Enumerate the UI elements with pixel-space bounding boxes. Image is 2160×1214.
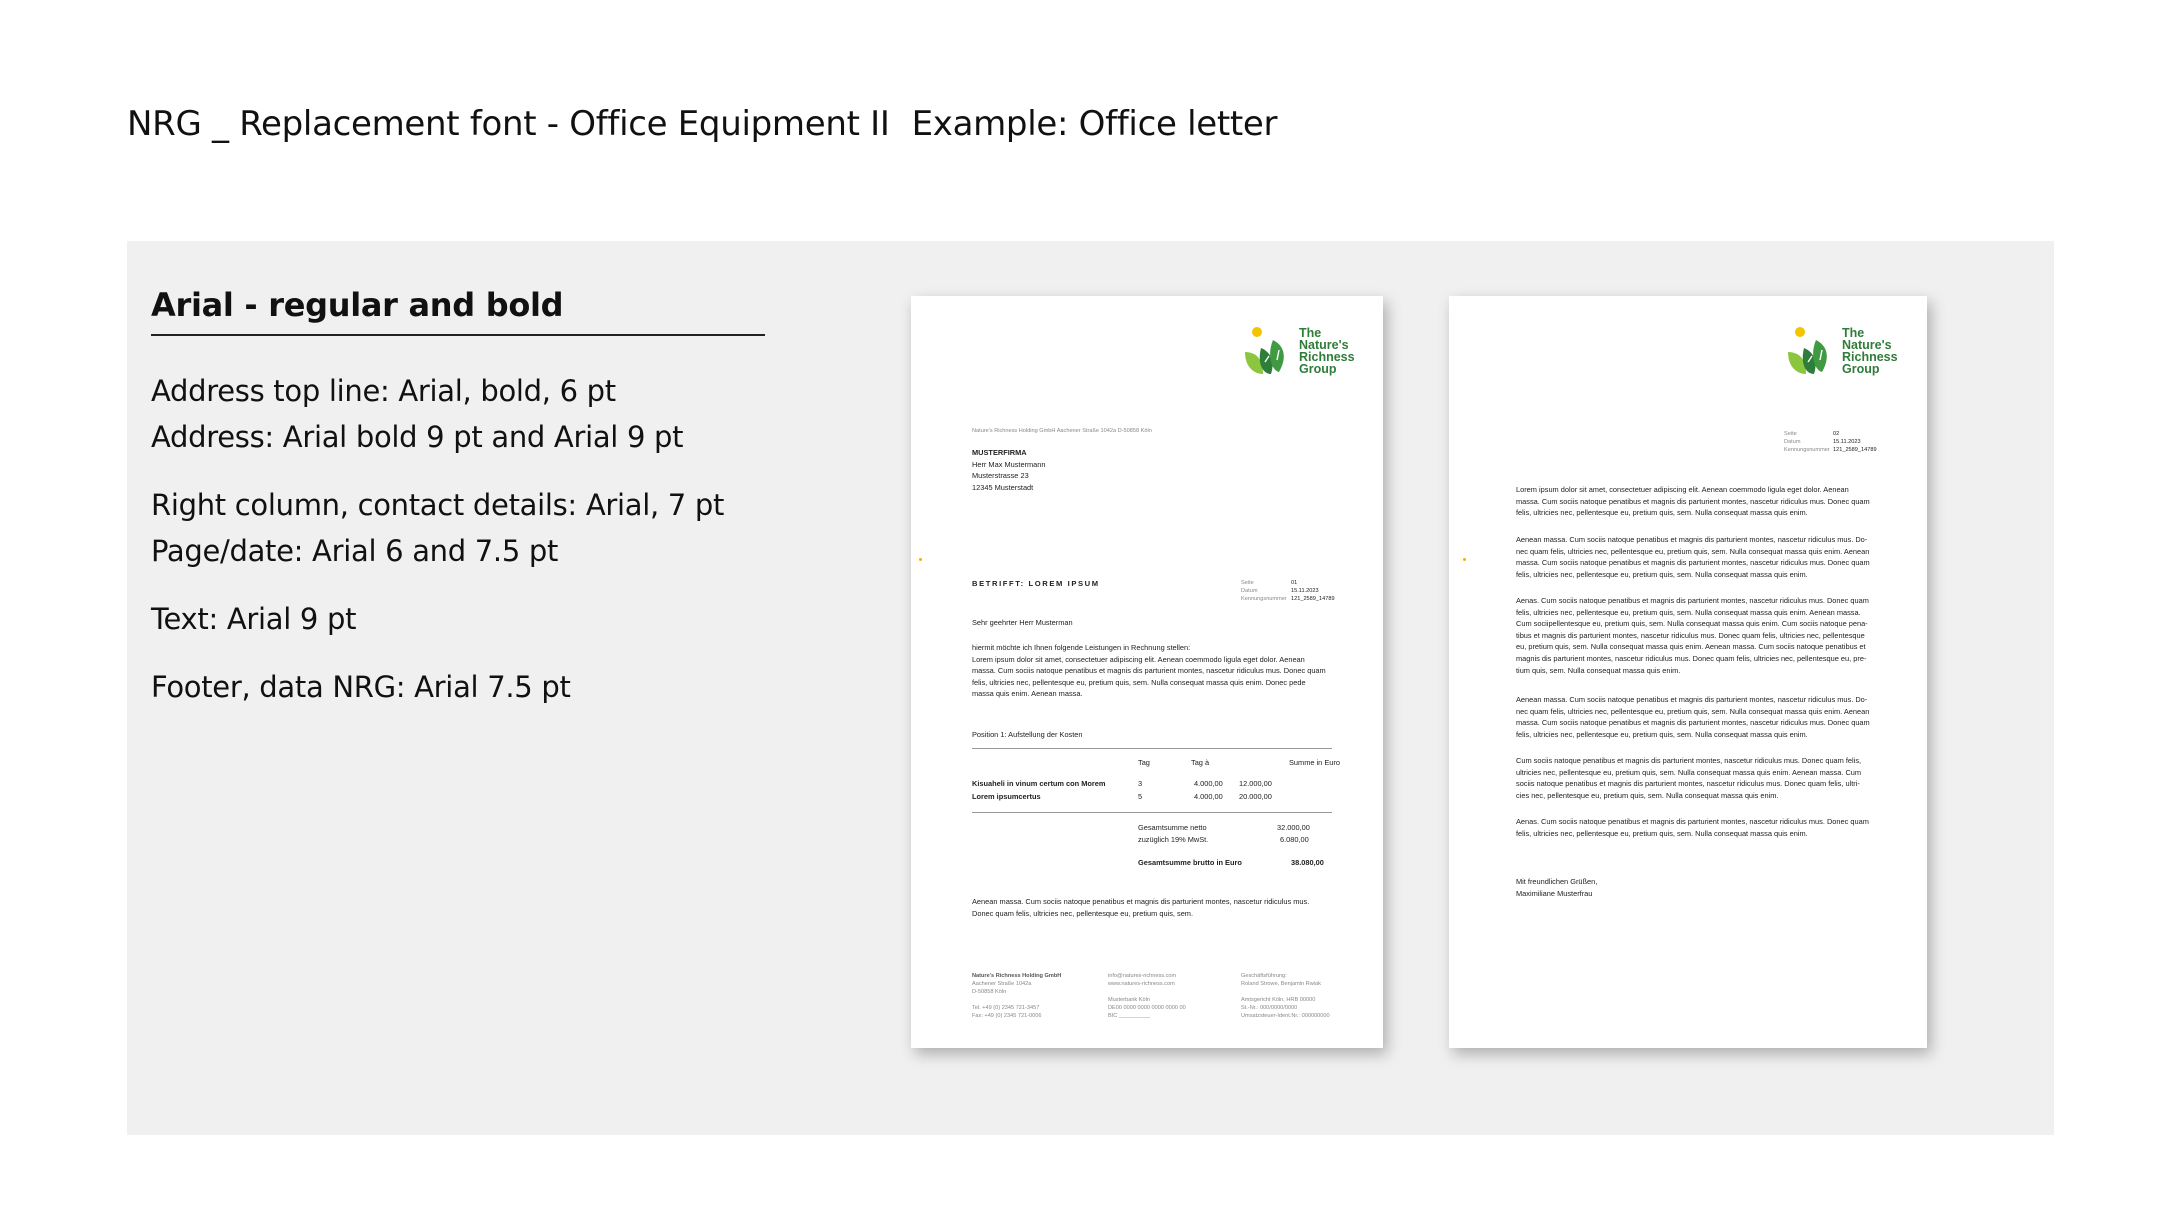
body-paragraph: Cum sociis natoque penatibus et magnis dis parturient montes, nascetur ridiculus mus. Donec quam felis, ultricies nec, pellentesque eu, pretium quis, sem. Nulla consequat massa quis enim. Aenean massa. Cum sociis natoque penatibus et magnis dis parturient montes, nascetur ridiculus mus. Donec quam felis, ultri- cies nec, pellentesque eu, pretium quis, sem. Nulla consequat massa quis enim. [1516, 756, 1862, 800]
fold-mark [1463, 558, 1466, 561]
subject-line: BETRIFFT: LOREM IPSUM [972, 579, 1100, 588]
recipient-address: MUSTERFIRMA Herr Max Mustermann Musterstrasse 23 12345 Musterstadt [972, 448, 1046, 492]
meta-labels: Seite Datum Kennungsnummer [1784, 431, 1830, 453]
gross-total-row: Gesamtsumme brutto in Euro 38.080,00 [1138, 858, 1324, 867]
meta-labels: Seite Datum Kennungsnummer [1241, 580, 1287, 602]
body-paragraph: Aenas. Cum sociis natoque penatibus et magnis dis parturient montes, nascetur ridiculus mus. Donec quam felis, ultricies nec, pellentesque eu, pretium quis, sem. Nulla consequat massa quis enim. [1516, 817, 1869, 838]
leaf-logo-icon [1784, 324, 1840, 380]
body-paragraph: Aenean massa. Cum sociis natoque penatibus et magnis dis parturient montes, nascetur ridiculus mus. Do- nec quam felis, ultricies nec, pellentesque eu, pretium quis, sem. Nulla consequat massa quis enim. Aenean massa. Cum sociis natoque penatibus et magnis dis parturient montes, nascetur ridiculus mus. Donec quam felis, ultricies nec, pellentesque eu, pretium quis, sem. Nulla consequat massa quis enim. [1516, 695, 1870, 739]
totals-row: zuzüglich 19% MwSt. 6.080,00 [1138, 835, 1309, 844]
footer-legal: Geschäftsführung: Roland Strowe, Benjamin Rwiak Amtsgericht Köln, HRB 00000 St.-Nr.: 000/0000/0000 Umsatzsteuer-Ident.Nr.: 000000000 [1241, 973, 1330, 1019]
divider [972, 812, 1332, 813]
intro-text: hiermit möchte ich Ihnen folgende Leistungen in Rechnung stellen: Lorem ipsum dolor sit amet, consectetuer adipiscing elit. Aenean coemmodo ligula eget dolor. Aenean massa. Cum sociis natoque penatibus et magnis dis parturient montes, nascetur ridiculus mus. Donec quam felis, ultricies nec, pellentesque eu, pretium quis, sem. Nulla consequat massa quis enim. Donec pede massa quis enim. Aenean massa. [972, 643, 1326, 699]
spec-group-address [151, 368, 791, 460]
salutation: Sehr geehrter Herr Musterman [972, 618, 1073, 627]
page-title [127, 104, 1277, 144]
divider [972, 748, 1332, 749]
letter-page-2 [1449, 296, 1927, 1048]
letter-page-1 [911, 296, 1383, 1048]
spec-heading: Arial - regular and bold [151, 286, 765, 336]
table-header: Tag Tag à Summe in Euro [1138, 758, 1340, 767]
table-row: Lorem ipsumcertus 5 4.000,00 20.000,00 [972, 792, 1272, 801]
position-title: Position 1: Aufstellung der Kosten [972, 730, 1083, 739]
spec-line: Address: Arial bold 9 pt and Arial 9 pt [151, 420, 684, 454]
company-logo [1241, 324, 1353, 380]
title-example: Example: Office letter [911, 104, 1278, 144]
spec-line: Address top line: Arial, bold, 6 pt [151, 374, 616, 408]
table-row: Kisuaheli in vinum certum con Morem 3 4.000,00 12.000,00 [972, 779, 1272, 788]
meta-values: 01 15.11.2023 121_2589_14789 [1291, 580, 1335, 602]
spec-line: Footer, data NRG: Arial 7.5 pt [151, 670, 571, 704]
closing-text: Aenean massa. Cum sociis natoque penatibus et magnis dis parturient montes, nascetur ridiculus mus. Donec quam felis, ultricies nec, pellentesque eu, pretium quis, sem. [972, 897, 1310, 918]
content-panel [127, 241, 2054, 1135]
logo-wordmark: The Nature's Richness Group [1299, 326, 1355, 376]
leaf-logo-icon [1241, 324, 1297, 380]
signature-block: Mit freundlichen Grüßen, Maximiliane Musterfrau [1516, 877, 1598, 898]
body-paragraph: Aenas. Cum sociis natoque penatibus et magnis dis parturient montes, nascetur ridiculus mus. Donec quam felis, ultricies nec, pellentesque eu, pretium quis, sem. Nulla consequat massa quis enim. Aenean massa. Cum sociipellentesque eu, pretium quis, sem. Nulla consequat massa quis enim. Cum sociis natoque pena- tibus et magnis dis parturient montes, nascetur ridiculus mus. Donec quam felis, ultricies nec, pellentesque eu, pretium quis, sem. Nulla consequat massa quis enim. Aenean massa. Cum sociis natoque penatibus et magnis dis parturient montes, nascetur ridiculus mus. Donec quam felis, ultricies nec, pellentesque eu, pre- tium quis, sem. Nulla consequat massa quis enim. [1516, 596, 1869, 675]
fold-mark [919, 558, 922, 561]
body-paragraph: Aenean massa. Cum sociis natoque penatibus et magnis dis parturient montes, nascetur ridiculus mus. Do- nec quam felis, ultricies nec, pellentesque eu, pretium quis, sem. Nulla consequat massa quis enim. Aenean massa. Cum sociis natoque penatibus et magnis dis parturient montes, nascetur ridiculus mus. Donec quam felis, ultricies nec, pellentesque eu, pretium quis, sem. Nulla consequat massa quis enim. [1516, 535, 1870, 579]
meta-values: 02 15.11.2023 121_2589_14789 [1833, 431, 1877, 453]
spec-line: Right column, contact details: Arial, 7 pt [151, 488, 725, 522]
body-paragraph: Lorem ipsum dolor sit amet, consectetuer adipiscing elit. Aenean coemmodo ligula eget dolor. Aenean massa. Cum sociis natoque penatibus et magnis dis parturient montes, nascetur ridiculus mus. Donec quam felis, ultricies nec, pellentesque eu, pretium quis, sem. Nulla consequat massa quis enim. [1516, 485, 1870, 518]
spec-group-right-column [151, 482, 791, 574]
logo-wordmark: The Nature's Richness Group [1842, 326, 1898, 376]
spec-group-text [151, 596, 791, 642]
font-spec [151, 286, 791, 710]
footer-company: Nature's Richness Holding GmbH Aachener Straße 1042a D-50858 Köln Tel. +49 (0) 2345 721-3457 Fax: +49 (0) 2345 721-0006 [972, 973, 1062, 1019]
spec-group-footer [151, 664, 791, 710]
spec-line: Text: Arial 9 pt [151, 602, 357, 636]
footer-contact: info@natures-richness.com www.natures-richness.com Musterbank Köln DE00 0000 0000 0000 0000 00 BIC __________ [1108, 973, 1186, 1019]
title-main: NRG _ Replacement font - Office Equipment II [127, 104, 890, 144]
spec-line: Page/date: Arial 6 and 7.5 pt [151, 534, 559, 568]
sender-line: Nature's Richness Holding GmbH Aachener Straße 1042a D-50858 Köln [972, 428, 1152, 434]
totals-row: Gesamtsumme netto 32.000,00 [1138, 823, 1310, 832]
company-logo [1784, 324, 1896, 380]
